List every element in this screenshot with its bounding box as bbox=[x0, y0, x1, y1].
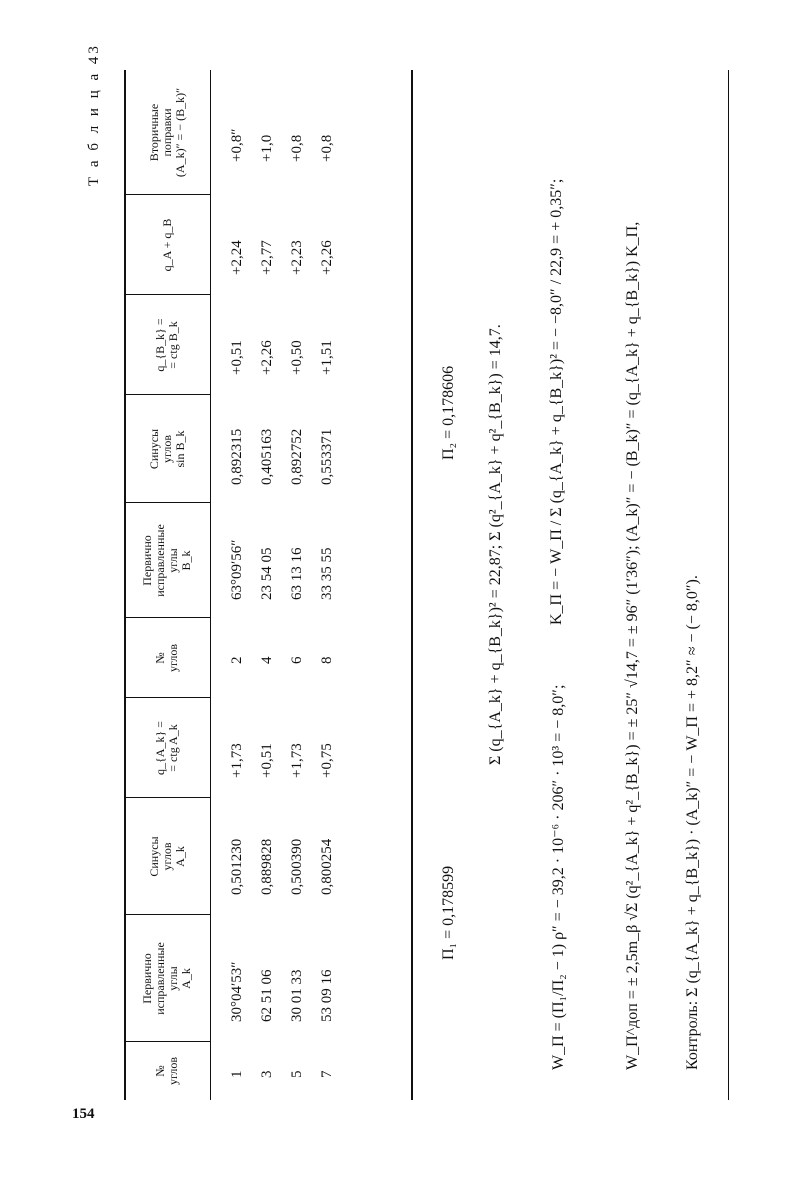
table-title: Т а б л и ц а 43 bbox=[86, 43, 102, 186]
table-cell: 0,405163 bbox=[259, 428, 275, 485]
header-sin-a: Синусы углов A_k bbox=[146, 836, 187, 877]
formula-pi1: Π₁ = 0,178599 bbox=[440, 865, 457, 960]
table-cell: +2,77 bbox=[259, 240, 275, 275]
table-cell: 0,500390 bbox=[289, 838, 305, 895]
table-cell: +1,73 bbox=[289, 743, 305, 778]
table-cell: 0,800254 bbox=[319, 838, 335, 895]
bottom-rule bbox=[728, 70, 729, 1100]
table-cell: +1,51 bbox=[319, 340, 335, 375]
table-cell: +2,26 bbox=[319, 240, 335, 275]
formula-w-dop: W_Π^доп = ± 2,5m_β √Σ (q²_{A_k} + q²_{B_k}) = ± 25″ √14,7 = ± 96″ (1′36″); (A_k)″ = − (B_k)″ = (q_{A_k} + q_{B_k}) K_Π, bbox=[624, 221, 641, 1070]
rotated-page-content bbox=[72, 43, 732, 1100]
table-cell: +0,50 bbox=[289, 340, 305, 375]
table-cell: 7 bbox=[319, 1070, 335, 1078]
table-cell: 0,892315 bbox=[229, 428, 245, 485]
table-cell: +2,26 bbox=[259, 340, 275, 375]
table-cell: +0,8 bbox=[289, 134, 305, 162]
formula-control: Контроль: Σ (q_{A_k} + q_{B_k}) · (A_k)″ = − W_Π = + 8,2″ ≈ − (− 8,0″). bbox=[684, 575, 701, 1070]
table-cell: 63°09′56″ bbox=[229, 539, 245, 600]
header-q-sum: q_A + q_B bbox=[159, 218, 174, 272]
table-cell: 5 bbox=[289, 1070, 305, 1078]
header-angle-no: № углов bbox=[153, 1057, 180, 1085]
table-cell: +2,24 bbox=[229, 240, 245, 275]
table-cell: 0,501230 bbox=[229, 838, 245, 895]
table-cell: 30°04′53″ bbox=[229, 961, 245, 1022]
table-cell: +0,8 bbox=[319, 134, 335, 162]
header-sin-b: Синусы углов sin B_k bbox=[146, 428, 187, 470]
table-cell: 62 51 06 bbox=[259, 969, 275, 1022]
header-angles-b: Первично исправленные углы B_k bbox=[140, 524, 193, 597]
header-angles-a: Первично исправленные углы A_k bbox=[140, 942, 193, 1015]
table-cell: 63 13 16 bbox=[289, 547, 305, 600]
table-cell: 3 bbox=[259, 1070, 275, 1078]
table-cell: 23 54 05 bbox=[259, 547, 275, 600]
header-q-b: q_{B_k} = = ctg B_k bbox=[153, 318, 180, 372]
table-cell: 0,889828 bbox=[259, 838, 275, 895]
table-cell: 0,892752 bbox=[289, 428, 305, 485]
table-cell: 4 bbox=[259, 656, 275, 664]
table-cell: 1 bbox=[229, 1070, 245, 1078]
header-secondary-corrections: Вторичные поправки (A_k)″ = − (B_k)″ bbox=[146, 87, 187, 178]
table-cell: +1,73 bbox=[229, 743, 245, 778]
header-q-a: q_{A_k} = = ctg A_k bbox=[153, 721, 180, 775]
table-cell: 53 09 16 bbox=[319, 969, 335, 1022]
table-cell: +1,0 bbox=[259, 134, 275, 162]
table-cell: 33 35 55 bbox=[319, 547, 335, 600]
formula-pi2: Π₂ = 0,178606 bbox=[440, 365, 457, 460]
formula-k-pi: K_Π = − W_Π / Σ (q_{A_k} + q_{B_k})² = − −8,0″ / 22,9 = + 0,35″; bbox=[548, 178, 565, 625]
table-cell: +2,23 bbox=[289, 240, 305, 275]
table-cell: +0,8″ bbox=[229, 128, 245, 162]
page-number: 154 bbox=[72, 1106, 95, 1122]
formula-w-pi: W_Π = (Π₁/Π₂ − 1) ρ″ = − 39,2 · 10⁻⁶ · 206″ · 10³ = − 8,0″; bbox=[550, 684, 567, 1070]
table-cell: +0,75 bbox=[319, 743, 335, 778]
table-cell: 2 bbox=[229, 656, 245, 664]
table-cell: 8 bbox=[319, 656, 335, 664]
table-cell: +0,51 bbox=[229, 340, 245, 375]
table-header-rule bbox=[210, 70, 211, 1100]
formula-sums: Σ (q_{A_k} + q_{B_k})² = 22,87; Σ (q²_{A_k} + q²_{B_k}) = 14,7. bbox=[487, 324, 504, 765]
table-cell: +0,51 bbox=[259, 743, 275, 778]
table-cell: 0,553371 bbox=[319, 428, 335, 485]
table-cell: 6 bbox=[289, 656, 305, 664]
table-bottom-rule bbox=[411, 70, 413, 1100]
header-angle-no-b: № углов bbox=[153, 644, 180, 672]
table-cell: 30 01 33 bbox=[289, 969, 305, 1022]
